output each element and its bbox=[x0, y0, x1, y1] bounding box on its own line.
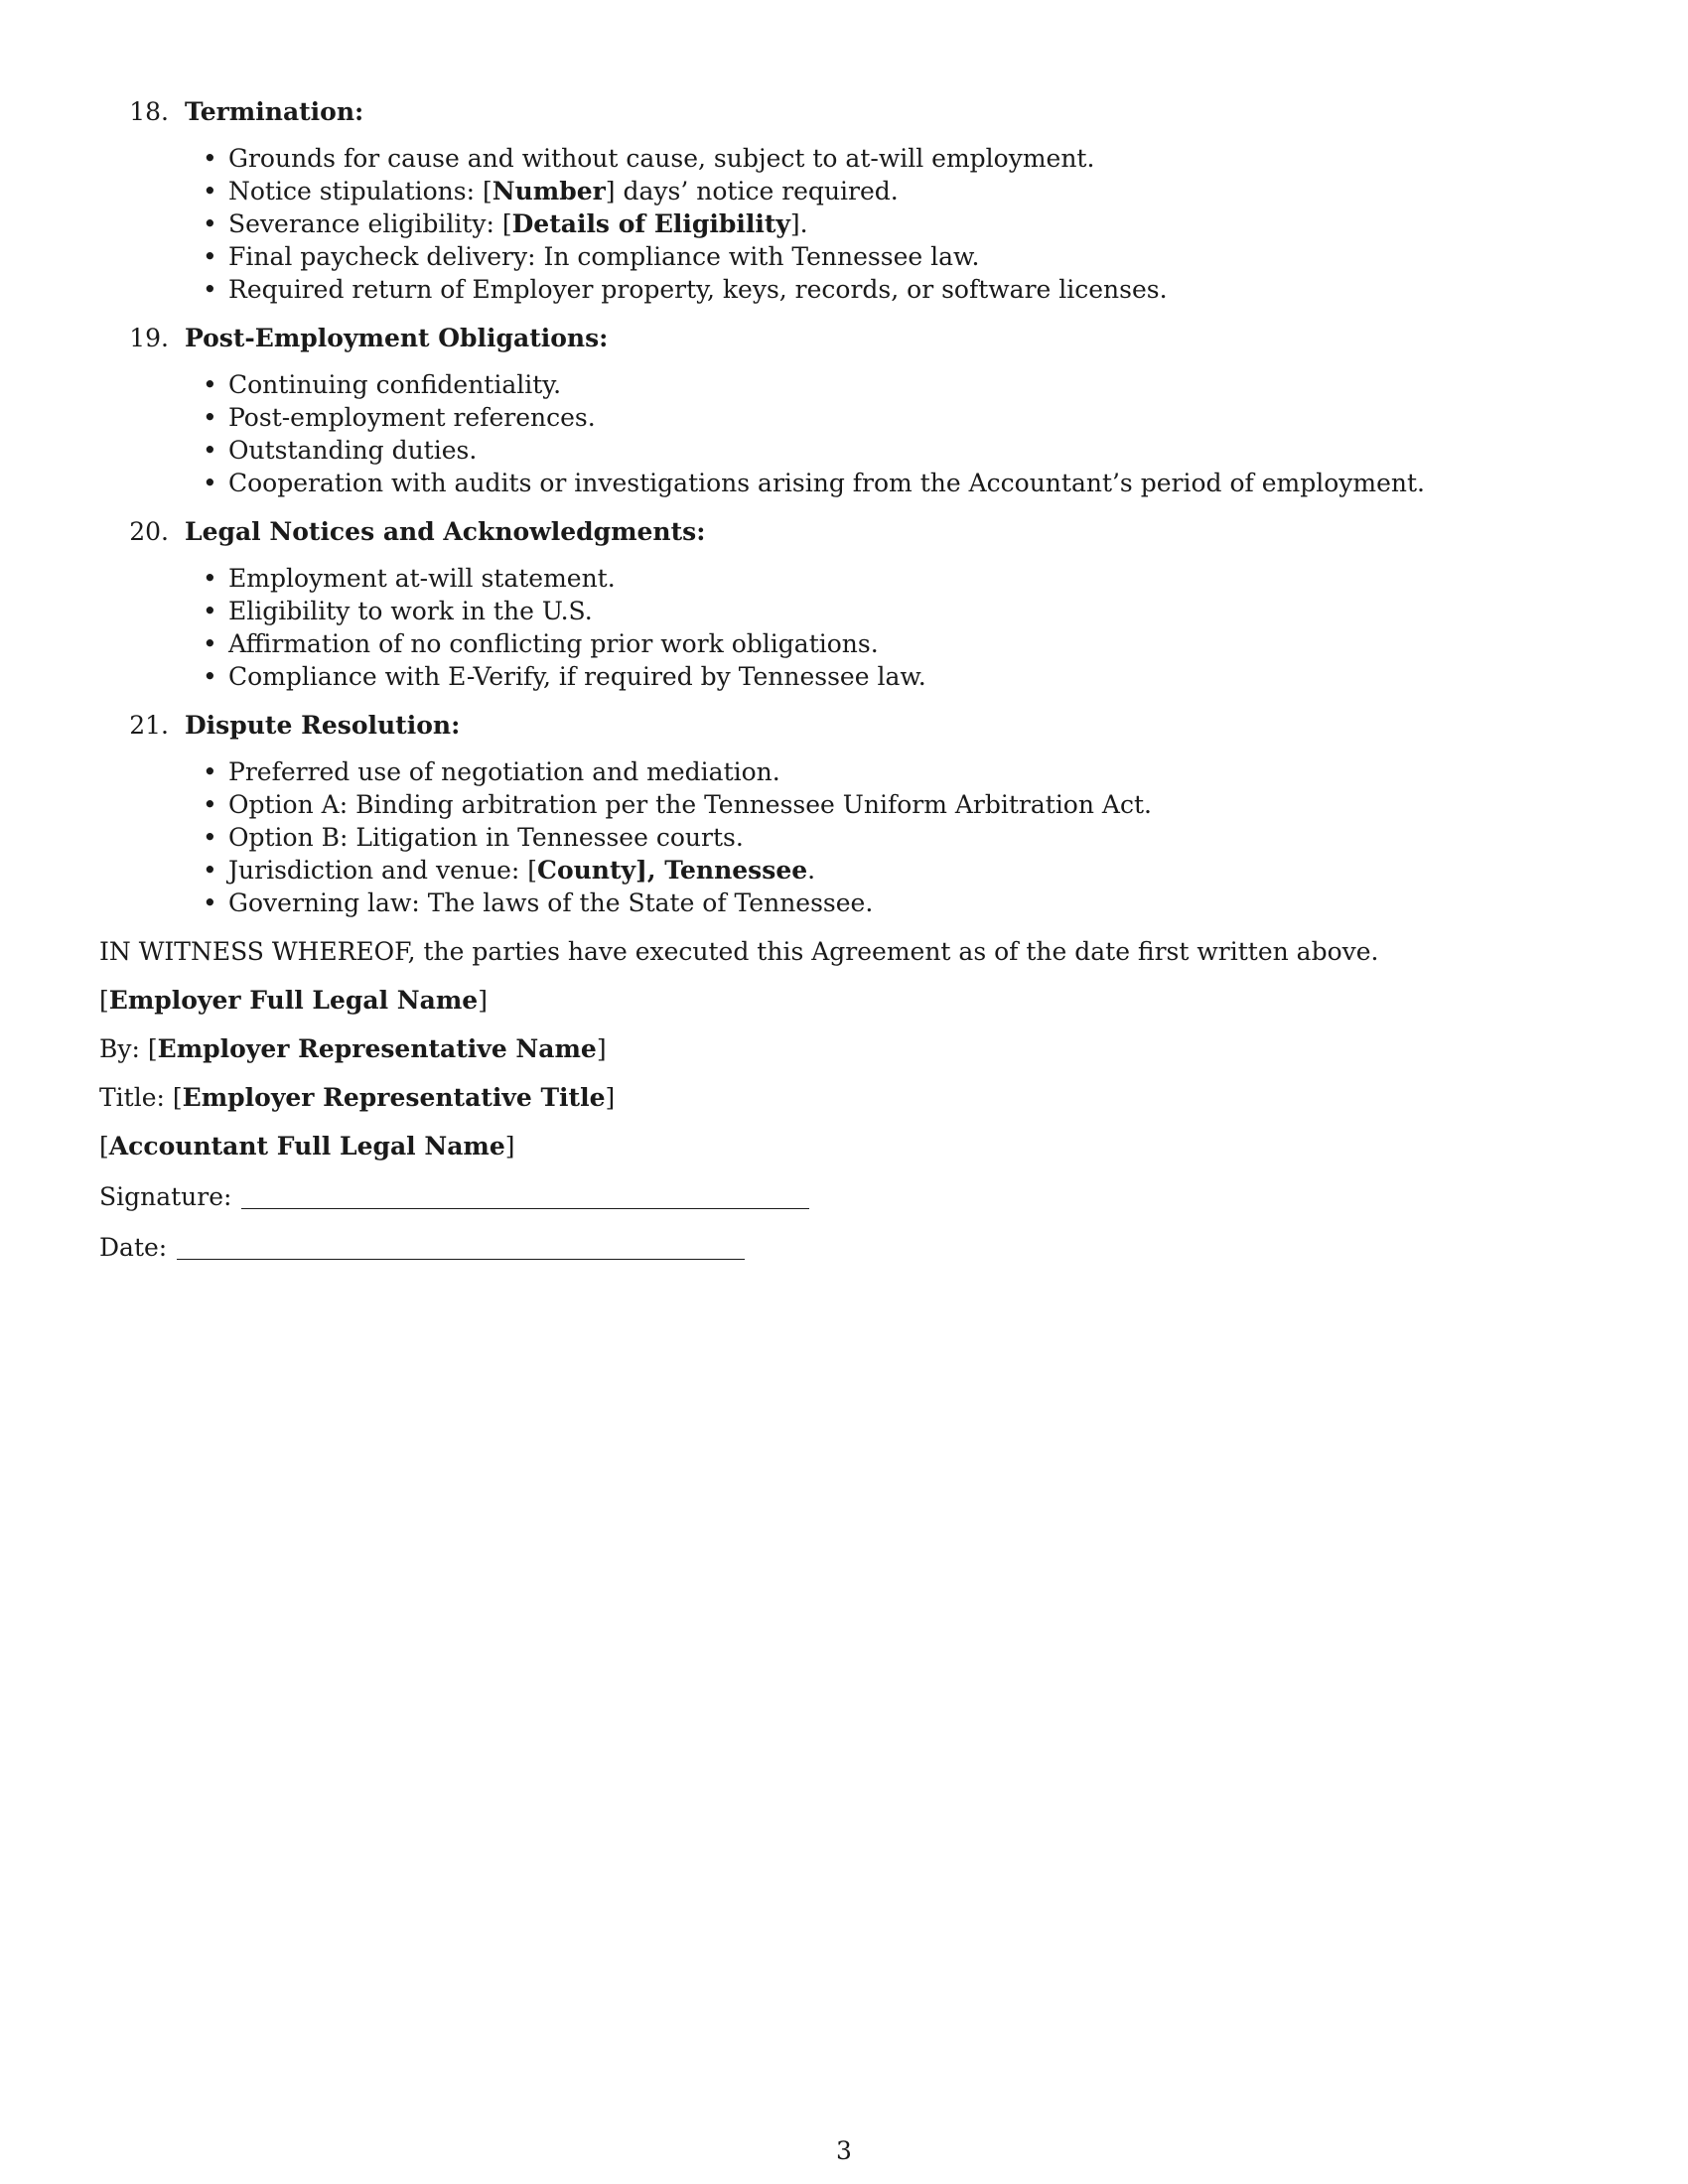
list-item bbox=[203, 788, 1589, 821]
item-text: Grounds for cause and without cause, subject to at-will employment. bbox=[228, 144, 1095, 173]
section-number: 20. bbox=[129, 517, 169, 546]
bullet-icon: • bbox=[203, 209, 217, 238]
bullet-icon: • bbox=[203, 597, 217, 625]
item-text: Continuing confidentiality. bbox=[228, 370, 562, 399]
list-item bbox=[203, 368, 1589, 401]
bullet-list bbox=[99, 755, 1589, 919]
section-number: 19. bbox=[129, 324, 169, 352]
item-text: Preferred use of negotiation and mediation. bbox=[228, 757, 780, 786]
section-heading bbox=[99, 95, 1589, 128]
signature-line bbox=[99, 1178, 1589, 1213]
item-text: Option A: Binding arbitration per the Tennessee Uniform Arbitration Act. bbox=[228, 790, 1152, 819]
item-text: Required return of Employer property, keys, records, or software licenses. bbox=[228, 275, 1168, 304]
list-item bbox=[203, 175, 1589, 207]
bullet-list bbox=[99, 142, 1589, 306]
bullet-icon: • bbox=[203, 242, 217, 271]
section-number: 18. bbox=[129, 97, 169, 126]
list-item bbox=[203, 273, 1589, 306]
bullet-icon: • bbox=[203, 403, 217, 432]
list-item bbox=[203, 887, 1589, 919]
bullet-icon: • bbox=[203, 757, 217, 786]
signature-blank[interactable] bbox=[241, 1182, 809, 1209]
bullet-icon: • bbox=[203, 144, 217, 173]
item-text: Post-employment references. bbox=[228, 403, 596, 432]
bullet-icon: • bbox=[203, 275, 217, 304]
bullet-icon: • bbox=[203, 629, 217, 658]
document-page bbox=[99, 95, 1589, 1264]
item-text-suffix: ] days’ notice required. bbox=[605, 177, 899, 205]
title-label: Title: bbox=[99, 1083, 165, 1112]
employer-rep-title-placeholder: Employer Representative Title bbox=[182, 1083, 606, 1112]
bullet-list bbox=[99, 368, 1589, 499]
employer-rep-name-placeholder: Employer Representative Name bbox=[157, 1034, 597, 1063]
item-placeholder: County], Tennessee bbox=[537, 856, 808, 885]
section-title: Legal Notices and Acknowledgments: bbox=[185, 517, 706, 546]
list-item bbox=[203, 467, 1589, 499]
employer-name-placeholder: Employer Full Legal Name bbox=[108, 986, 479, 1015]
section-title: Dispute Resolution: bbox=[185, 711, 461, 740]
list-item bbox=[203, 660, 1589, 693]
section-title: Post-Employment Obligations: bbox=[185, 324, 609, 352]
item-text: Outstanding duties. bbox=[228, 436, 478, 465]
sections-list bbox=[99, 95, 1589, 919]
by-line: By: [Employer Representative Name] bbox=[99, 1034, 607, 1063]
bullet-icon: • bbox=[203, 564, 217, 593]
section-19 bbox=[99, 322, 1589, 499]
item-text-suffix: . bbox=[807, 856, 816, 885]
bullet-icon: • bbox=[203, 888, 217, 917]
item-text: Option B: Litigation in Tennessee courts. bbox=[228, 823, 744, 852]
date-line bbox=[99, 1229, 1589, 1264]
section-title: Termination: bbox=[185, 97, 364, 126]
list-item bbox=[203, 434, 1589, 467]
item-text: Governing law: The laws of the State of Tennessee. bbox=[228, 888, 874, 917]
list-item bbox=[203, 142, 1589, 175]
accountant-name-placeholder: Accountant Full Legal Name bbox=[108, 1132, 505, 1160]
list-item bbox=[203, 595, 1589, 627]
section-heading bbox=[99, 709, 1589, 742]
bullet-icon: • bbox=[203, 856, 217, 885]
list-item bbox=[203, 562, 1589, 595]
page-number: 3 bbox=[836, 2136, 852, 2165]
item-text: Compliance with E-Verify, if required by Tennessee law. bbox=[228, 662, 926, 691]
list-item bbox=[203, 207, 1589, 240]
item-text-suffix: ]. bbox=[789, 209, 808, 238]
item-text: Notice stipulations: [ bbox=[228, 177, 492, 205]
item-text: Jurisdiction and venue: [ bbox=[228, 856, 538, 885]
item-text: Final paycheck delivery: In compliance with Tennessee law. bbox=[228, 242, 980, 271]
bullet-list bbox=[99, 562, 1589, 693]
list-item bbox=[203, 240, 1589, 273]
section-20 bbox=[99, 515, 1589, 693]
item-text: Affirmation of no conflicting prior work obligations. bbox=[228, 629, 879, 658]
bullet-icon: • bbox=[203, 177, 217, 205]
item-text: Cooperation with audits or investigations arising from the Accountant’s period of employment. bbox=[228, 469, 1425, 497]
section-heading bbox=[99, 515, 1589, 548]
date-blank[interactable] bbox=[177, 1233, 745, 1260]
item-text: Employment at-will statement. bbox=[228, 564, 616, 593]
item-placeholder: Details of Eligibility bbox=[511, 209, 790, 238]
list-item bbox=[203, 401, 1589, 434]
bullet-icon: • bbox=[203, 823, 217, 852]
item-text: Eligibility to work in the U.S. bbox=[228, 597, 593, 625]
section-heading bbox=[99, 322, 1589, 354]
by-label: By: bbox=[99, 1034, 140, 1063]
item-text: Severance eligibility: [ bbox=[228, 209, 512, 238]
list-item bbox=[203, 755, 1589, 788]
bullet-icon: • bbox=[203, 469, 217, 497]
bullet-icon: • bbox=[203, 436, 217, 465]
bullet-icon: • bbox=[203, 662, 217, 691]
date-label: Date: bbox=[99, 1233, 168, 1262]
section-21 bbox=[99, 709, 1589, 919]
bullet-icon: • bbox=[203, 790, 217, 819]
list-item bbox=[203, 627, 1589, 660]
witness-clause: IN WITNESS WHEREOF, the parties have executed this Agreement as of the date first written above. bbox=[99, 937, 1379, 966]
list-item bbox=[203, 854, 1589, 887]
item-placeholder: Number bbox=[492, 177, 606, 205]
section-number: 21. bbox=[129, 711, 169, 740]
bullet-icon: • bbox=[203, 370, 217, 399]
section-18 bbox=[99, 95, 1589, 306]
title-line: Title: [Employer Representative Title] bbox=[99, 1083, 616, 1112]
list-item bbox=[203, 821, 1589, 854]
accountant-name-line: [Accountant Full Legal Name] bbox=[99, 1132, 515, 1160]
signature-label: Signature: bbox=[99, 1182, 232, 1211]
employer-name-line: [Employer Full Legal Name] bbox=[99, 986, 488, 1015]
